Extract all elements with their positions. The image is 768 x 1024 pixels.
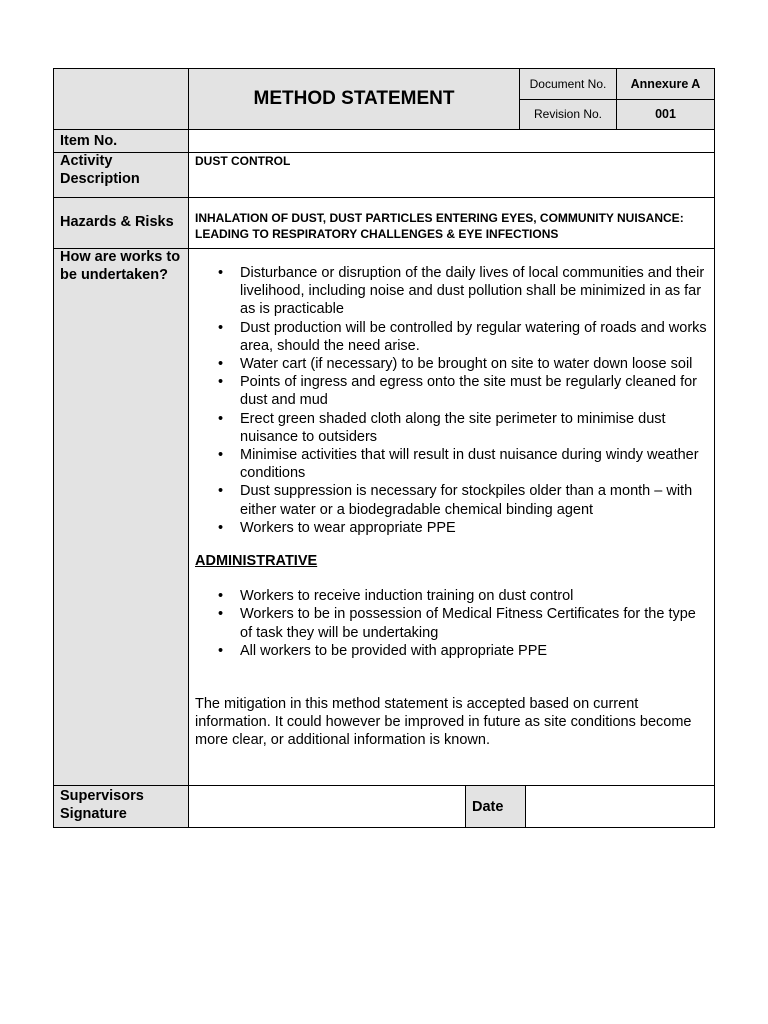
list-item: • Workers to wear appropriate PPE (240, 519, 708, 537)
revision-no-row (520, 100, 714, 130)
header-row (53, 68, 715, 130)
list-item: • Workers to be in possession of Medical Fitness Certificates for the type of task they will be undertaking (240, 605, 708, 641)
how-works-row (53, 249, 715, 786)
date-label: Date (466, 786, 526, 827)
list-item: • Dust suppression is necessary for stockpiles older than a month – with either water or a biodegradable chemical binding agent (240, 482, 708, 518)
date-field[interactable] (526, 786, 714, 827)
document-no-row (520, 69, 714, 100)
document-no-label: Document No. (520, 69, 617, 99)
list-item: • Minimise activities that will result in dust nuisance during windy weather conditions (240, 446, 708, 482)
signature-label: Supervisors Signature (54, 786, 189, 827)
item-no-value (189, 130, 714, 152)
document-title: METHOD STATEMENT (189, 69, 520, 129)
item-no-row (53, 130, 715, 153)
list-item: • Points of ingress and egress onto the site must be regularly cleaned for dust and mud (240, 373, 708, 409)
document-no-value: Annexure A (617, 69, 714, 99)
administrative-heading: ADMINISTRATIVE (195, 553, 318, 570)
how-works-label: How are works to be undertaken? (54, 249, 189, 785)
signature-field[interactable] (189, 786, 466, 827)
document-meta (520, 69, 714, 129)
list-item: • Dust production will be controlled by regular watering of roads and works area, should the need arise. (240, 319, 708, 355)
activity-label: Activity Description (54, 153, 189, 197)
hazards-label: Hazards & Risks (54, 198, 189, 248)
works-bullet-list (195, 264, 708, 537)
revision-no-label: Revision No. (520, 100, 617, 130)
admin-bullet-list (195, 587, 708, 660)
activity-row (53, 153, 715, 198)
closing-paragraph: The mitigation in this method statement is accepted based on current information. It could however be improved in future as site conditions become more clear, or additional information is known. (195, 696, 692, 749)
list-item: • Disturbance or disruption of the daily lives of local communities and their livelihood, including noise and dust pollution shall be minimized in as far as is practicable (240, 264, 708, 319)
header-blank-cell (54, 69, 189, 129)
list-item: • Erect green shaded cloth along the site perimeter to minimise dust nuisance to outsiders (240, 410, 708, 446)
revision-no-value: 001 (617, 100, 714, 130)
how-works-content (189, 249, 714, 785)
list-item: • All workers to be provided with appropriate PPE (240, 642, 708, 660)
hazards-value: INHALATION OF DUST, DUST PARTICLES ENTERING EYES, COMMUNITY NUISANCE: LEADING TO RESPIRATORY CHALLENGES & EYE INFECTIONS (195, 211, 684, 241)
method-statement-form (53, 68, 715, 828)
hazards-row (53, 198, 715, 249)
activity-value: DUST CONTROL (195, 154, 291, 168)
list-item: • Workers to receive induction training on dust control (240, 587, 708, 605)
list-item: • Water cart (if necessary) to be brought on site to water down loose soil (240, 355, 708, 373)
signature-row (53, 786, 715, 828)
item-no-label: Item No. (54, 130, 189, 152)
